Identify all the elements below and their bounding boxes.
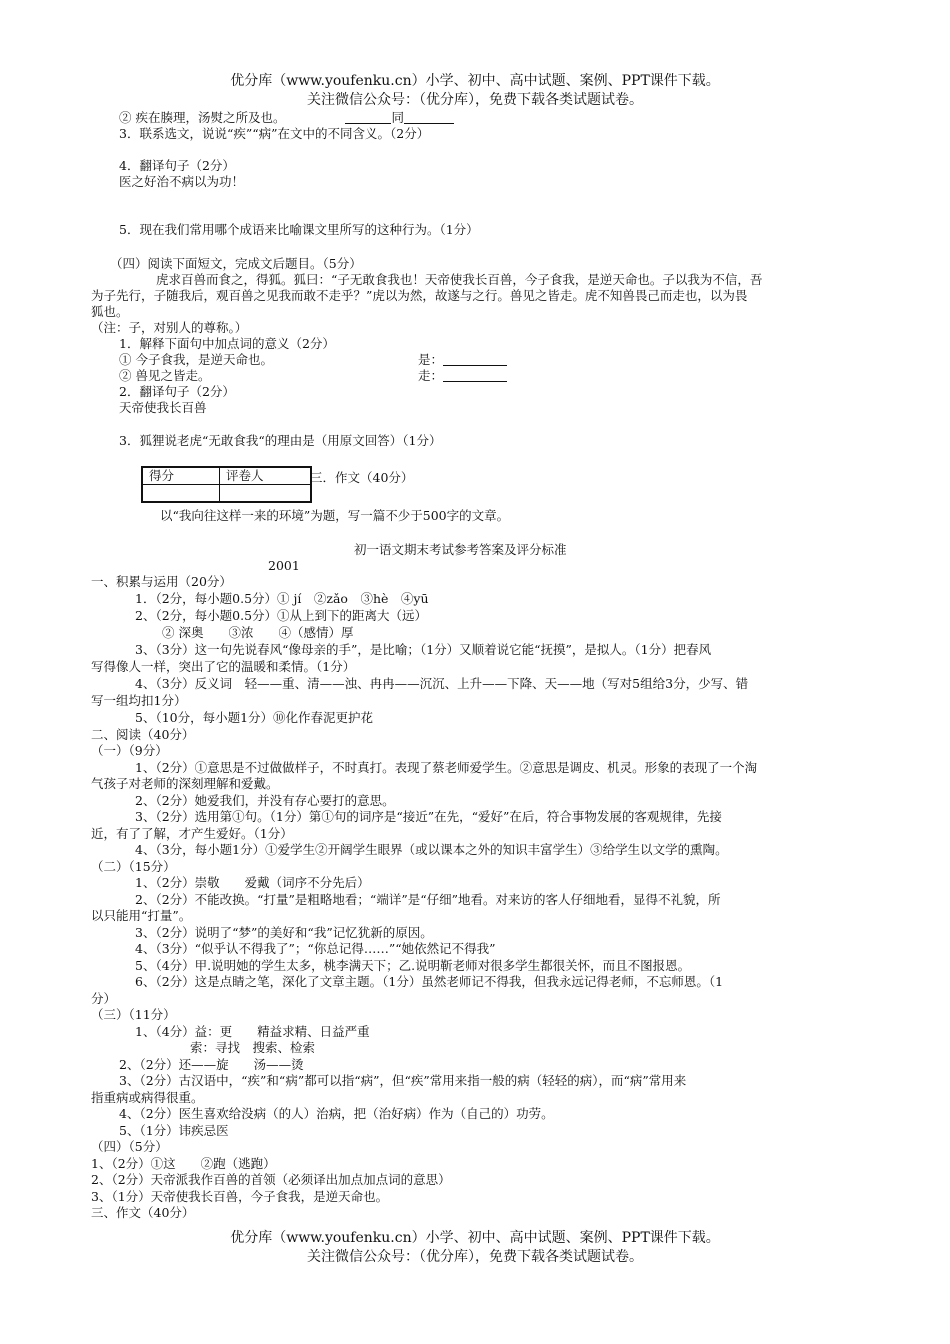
- answer-line: 4、（3分）“似乎认不得我了”；“你总记得……”“她依然记不得我”: [135, 941, 496, 956]
- answer-blank: [443, 369, 507, 382]
- page-footer-line2: 关注微信公众号：（优分库），免费下载各类试题试卷。: [307, 1249, 643, 1265]
- answer-line: （四）（5分）: [91, 1139, 168, 1154]
- answer-line: 2、（2分）不能改换。“打量”是粗略地看；“端详”是“仔细”地看。对来访的客人仔细地看，显得不礼貌，所: [135, 892, 721, 907]
- answer-line: 1、（2分）①意思是不过做做样子，不时真打。表现了蔡老师爱学生。②意思是调皮、机灵。形象的表现了一个淘: [135, 760, 758, 775]
- answer-line: （三）（11分）: [91, 1007, 176, 1022]
- question-line: 天帝使我长百兽: [119, 400, 207, 415]
- answer-line: 二、阅读（40分）: [91, 727, 195, 742]
- answer-line: 分）: [91, 991, 117, 1006]
- question-line: ① 今子食我，是逆天命也。: [119, 352, 273, 367]
- answer-line: 3、（2分）说明了“梦”的美好和“我”记忆犹新的原因。: [135, 925, 433, 940]
- answer-line: 5、（1分）讳疾忌医: [119, 1123, 229, 1138]
- answer-line: 5、（10分，每小题1分）⑩化作春泥更护花: [135, 710, 374, 725]
- passage-line: 为子先行，子随我后，观百兽之见我而敢不走乎？”虎以为然，故遂与之行。兽见之皆走。虎不知兽畏己而走也，以为畏: [91, 288, 748, 303]
- answer-line: （二）（15分）: [91, 859, 176, 874]
- section-heading: （四）阅读下面短文，完成文后题目。（5分）: [110, 256, 362, 271]
- answer-line: 4、（3分，每小题1分）①爱学生②开阔学生眼界（或以课本之外的知识丰富学生）③给学生以文学的熏陶。: [135, 842, 728, 857]
- answer-line: 1．（2分，每小题0.5分）① jí ②zǎo ③hè ④yū: [135, 591, 429, 606]
- answer-line: 走：: [418, 368, 507, 383]
- answer-line: 写得像人一样，突出了它的温暖和柔情。（1分）: [91, 659, 356, 674]
- answer-line: 5、（4分）甲.说明她的学生太多，桃李满天下；乙.说明靳老师对很多学生都很关怀，而且不图报恩。: [135, 958, 691, 973]
- answer-line: 1、（2分）①这 ②跑（逃跑）: [91, 1156, 276, 1171]
- answer-blank: [345, 111, 391, 124]
- answer-line: 近，有了了解，才产生爱好。（1分）: [91, 826, 293, 841]
- answer-line: 3、（1分）天帝使我长百兽，今子食我，是逆天命也。: [91, 1189, 389, 1204]
- answer-line: 2、（2分，每小题0.5分）①从上到下的距离大（远）: [135, 608, 428, 623]
- answers-year: 2001: [268, 558, 300, 573]
- question-line: 4．翻译句子（2分）: [119, 158, 235, 173]
- score-cell: [142, 485, 220, 503]
- answer-line: 气孩子对老师的深刻理解和爱戴。: [91, 776, 279, 791]
- answer-line: 2、（2分）她爱我们，并没有存心要打的意思。: [135, 793, 395, 808]
- composition-title: 三．作文（40分）: [310, 470, 414, 485]
- answers-title: 初一语文期末考试参考答案及评分标准: [354, 542, 567, 557]
- passage-line: 虎求百兽而食之，得狐。狐曰：“子无敢食我也！天帝使我长百兽，今子食我，是逆天命也。子以我为不信，吾: [156, 272, 763, 287]
- answer-line: 三、作文（40分）: [91, 1205, 195, 1220]
- answer-line: 写一组均扣1分）: [91, 693, 187, 708]
- answer-line: 2、（2分）天帝派我作百兽的首领（必须译出加点加点词的意思）: [91, 1172, 451, 1187]
- passage-line: 狐也。: [91, 304, 129, 319]
- answer-line: 4、（2分）医生喜欢给没病（的人）治病，把（治好病）作为（自己的）功劳。: [119, 1106, 554, 1121]
- answer-line: 指重病或病得很重。: [91, 1090, 204, 1105]
- question-line: 2．翻译句子（2分）: [119, 384, 235, 399]
- answer-line: 索：寻找 搜索、检索: [190, 1040, 316, 1055]
- answer-line: 3、（2分）选用第①句。（1分）第①句的词序是“接近”在先，“爱好”在后，符合事物发展的客观规律，先接: [135, 809, 722, 824]
- page-header-line1: 优分库（www.youfenku.cn）小学、初中、高中试题、案例、PPT课件下载。: [230, 73, 720, 89]
- answer-blank: [404, 111, 454, 124]
- page-header-line2: 关注微信公众号：（优分库），免费下载各类试题试卷。: [307, 92, 643, 108]
- score-label: 得分: [142, 467, 220, 485]
- answer-line: ② 深奥 ③浓 ④（感情）厚: [162, 625, 354, 640]
- answer-line: 是：: [418, 352, 507, 367]
- answer-line: 1、（2分）崇敬 爱戴（词序不分先后）: [135, 875, 370, 890]
- passage-note: （注：子，对别人的尊称。）: [91, 320, 248, 335]
- answer-line: 6、（2分）这是点睛之笔，深化了文章主题。（1分）虽然老师记不得我，但我永远记得老师，不忘师恩。（1: [135, 974, 724, 989]
- question-line: 3．狐狸说老虎“无敢食我“的理由是（用原文回答）（1分）: [119, 433, 442, 448]
- question-line: 5．现在我们常用哪个成语来比喻课文里所写的这种行为。（1分）: [119, 222, 479, 237]
- question-line: 医之好治不病以为功！: [119, 174, 245, 189]
- answer-line: 3、（2分）古汉语中，“疾”和“病”都可以指“病”，但“疾”常用来指一般的病（轻轻的病），而“病”常用来: [119, 1073, 687, 1088]
- question-line: 3．联系选文，说说“疾”“病”在文中的不同含义。（2分）: [119, 126, 430, 141]
- question-line: ② 兽见之皆走。: [119, 368, 211, 383]
- grader-label: 评卷人: [220, 467, 312, 485]
- composition-prompt: 以“我向往这样一来的环境”为题，写一篇不少于500字的文章。: [160, 508, 510, 523]
- answer-line: 一、积累与运用（20分）: [91, 574, 232, 589]
- grader-cell: [220, 485, 312, 503]
- answer-line: 3、（3分）这一句先说春风“像母亲的手”，是比喻；（1分）又顺着说它能“抚摸”，是拟人。（1分）把春风: [135, 642, 712, 657]
- page-footer-line1: 优分库（www.youfenku.cn）小学、初中、高中试题、案例、PPT课件下载。: [230, 1230, 720, 1246]
- answer-line: 2、（2分）还——旋 汤——烫: [119, 1057, 304, 1072]
- question-line: ② 疾在腠理，汤熨之所及也。 同: [119, 110, 454, 125]
- answer-line: （一）（9分）: [91, 743, 168, 758]
- score-table: [141, 466, 312, 503]
- answer-blank: [443, 353, 507, 366]
- question-line: 1．解释下面句中加点词的意义（2分）: [119, 336, 335, 351]
- answer-line: 1、（4分）益：更 精益求精、日益严重: [135, 1024, 370, 1039]
- answer-line: 4、（3分）反义词 轻——重、清——浊、冉冉——沉沉、上升——下降、天——地（写对5组给3分，少写、错: [135, 676, 749, 691]
- answer-line: 以只能用“打量”。: [91, 908, 192, 923]
